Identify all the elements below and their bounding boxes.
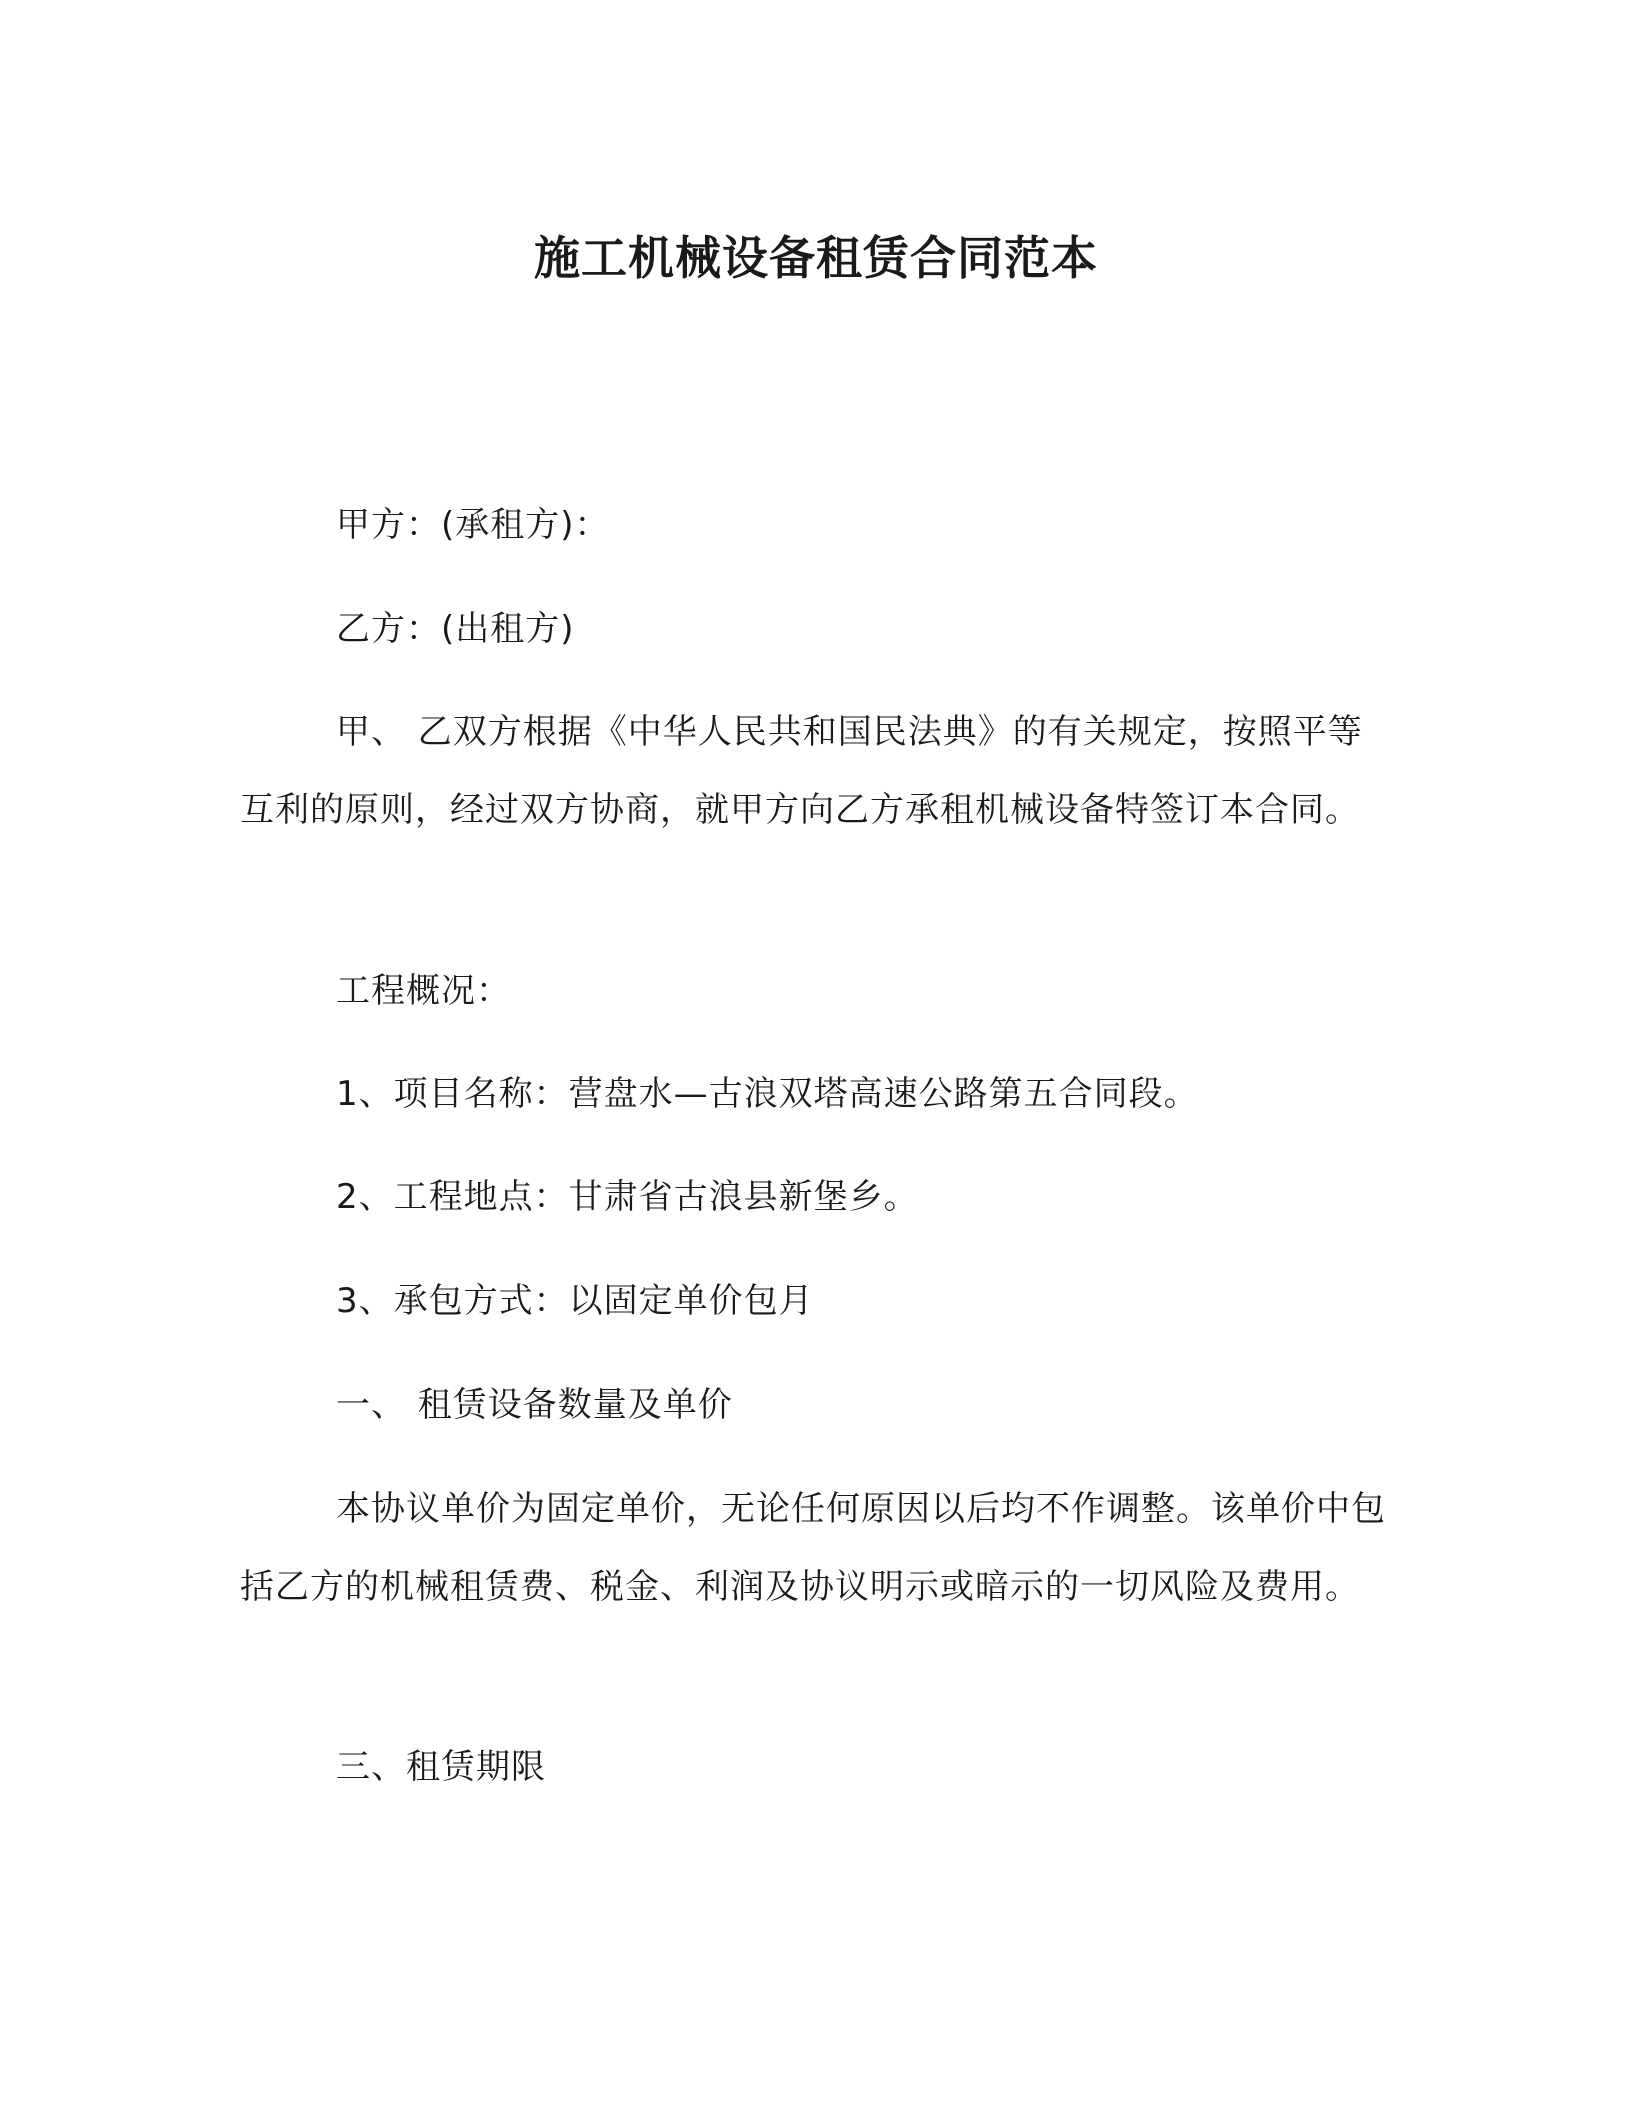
section-1-paragraph: 本协议单价为固定单价，无论任何原因以后均不作调整。该单价中包括乙方的机械租赁费、税金、利润及协议明示或暗示的一切风险及费用。 xyxy=(240,1489,1386,1607)
document-title: 施工机械设备租赁合同范本 xyxy=(534,231,1098,285)
overview-heading: 工程概况： xyxy=(336,971,511,1011)
party-a-line: 甲方：(承租方)： xyxy=(336,505,610,545)
party-b-line: 乙方：(出租方) xyxy=(336,609,575,649)
intro-paragraph: 甲、 乙双方根据《中华人民共和国民法典》的有关规定，按照平等互利的原则，经过双方协商，就甲方向乙方承租机械设备特签订本合同。 xyxy=(240,712,1363,830)
project-location-item: 2、工程地点：甘肃省古浪县新堡乡。 xyxy=(336,1177,919,1217)
section-1-heading: 一、 租赁设备数量及单价 xyxy=(336,1385,733,1425)
section-3-heading: 三、租赁期限 xyxy=(336,1747,546,1787)
project-name-item: 1、项目名称：营盘水—古浪双塔高速公路第五合同段。 xyxy=(336,1074,1199,1114)
contract-method-item: 3、承包方式：以固定单价包月 xyxy=(336,1281,814,1321)
